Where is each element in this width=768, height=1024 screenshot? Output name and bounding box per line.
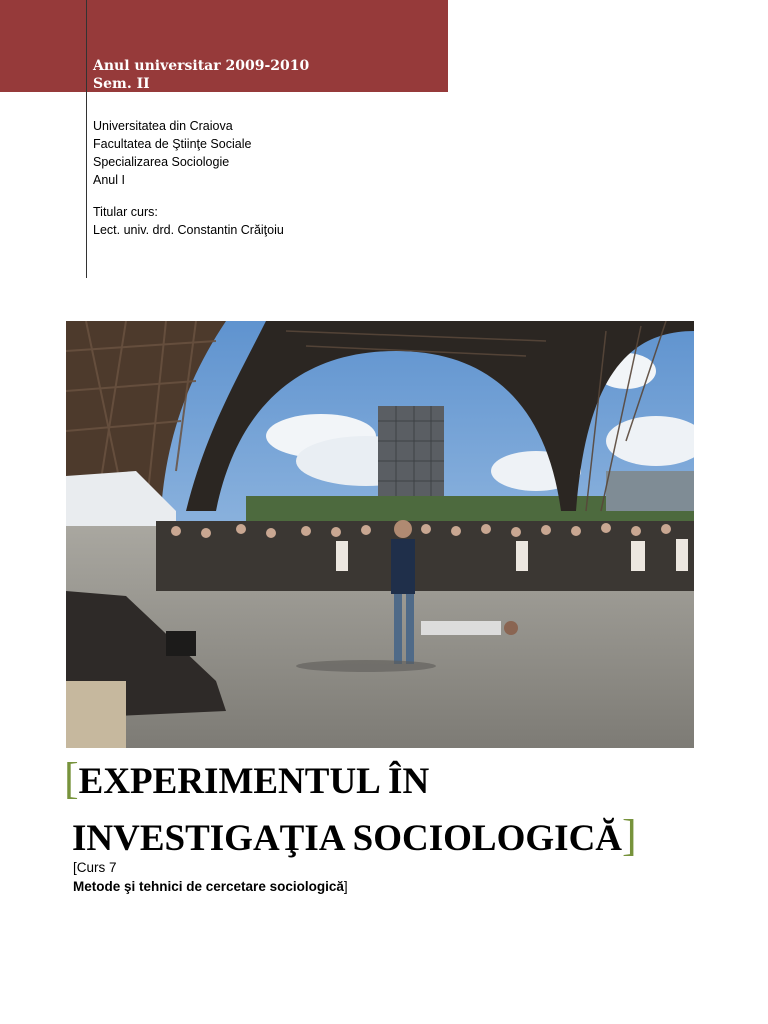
faculty-name: Facultatea de Ştiinţe Sociale (93, 137, 252, 151)
title-close-bracket: ] (622, 811, 637, 860)
title-line-1: EXPERIMENTUL ÎN (78, 761, 430, 802)
course-methods: Metode şi tehnici de cercetare sociologică (73, 879, 344, 894)
institution-info (93, 117, 284, 239)
lecturer-label: Titular curs: (93, 205, 158, 219)
specialization: Specializarea Sociologie (93, 155, 230, 169)
eiffel-tower-crowd-photo (66, 321, 694, 748)
subtitle-close-bracket: ] (343, 879, 348, 894)
document-subtitle (73, 858, 348, 896)
title-line-2: INVESTIGAŢIA SOCIOLOGICĂ (72, 818, 623, 859)
academic-year: Anul universitar 2009-2010 (93, 58, 310, 74)
vertical-rule (86, 0, 87, 278)
academic-year-block (93, 57, 309, 93)
course-number: Curs 7 (76, 860, 117, 875)
subtitle-open-bracket: [ (73, 860, 77, 875)
cover-photo (66, 321, 694, 748)
title-open-bracket: [ (64, 754, 79, 803)
semester: Sem. II (93, 76, 150, 92)
university-name: Universitatea din Craiova (93, 119, 233, 133)
lecturer-name: Lect. univ. drd. Constantin Crăiţoiu (93, 223, 284, 237)
document-title (64, 752, 637, 866)
study-year: Anul I (93, 173, 125, 187)
